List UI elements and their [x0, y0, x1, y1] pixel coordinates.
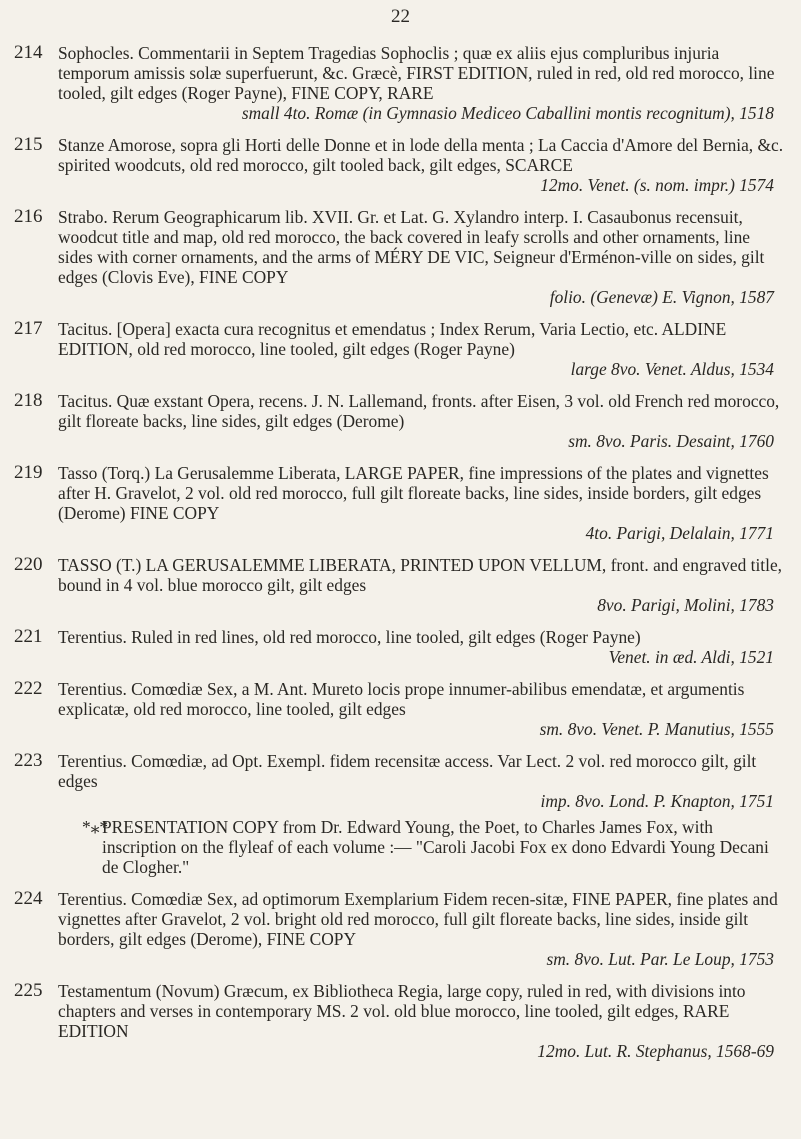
lot-number: 225 — [14, 980, 43, 1001]
entry-imprint: 12mo. Lut. R. Stephanus, 1568-69 — [537, 1041, 774, 1061]
catalogue-entry — [14, 751, 786, 811]
lot-number: 218 — [14, 390, 43, 411]
catalogue-entry — [14, 463, 786, 543]
lot-number: 219 — [14, 462, 43, 483]
entry-description: Tacitus. [Opera] exacta cura recognitus et emendatus ; Index Rerum, Varia Lectio, etc. ALDINE EDITION, old red morocco, line tooled, gilt edges (Roger Payne) — [58, 319, 727, 359]
entry-description: Testamentum (Novum) Græcum, ex Bibliotheca Regia, large copy, ruled in red, with divisions into chapters and verses in contemporary MS. 2 vol. old blue morocco, line tooled, gilt edges, RARE EDITION — [58, 981, 746, 1041]
entry-imprint: folio. (Genevæ) E. Vignon, 1587 — [549, 287, 774, 307]
entry-description: Strabo. Rerum Geographicarum lib. XVII. Gr. et Lat. G. Xylandro interp. I. Casaubonus recensuit, woodcut title and map, old red morocco, the back covered in leafy scrolls and other ornaments, line sides with corner ornaments, and the arms of MÉRY DE VIC, Seigneur d'Erménon-ville on sides, gilt edges (Clovis Eve), FINE COPY — [58, 207, 765, 287]
catalogue-entry — [14, 981, 786, 1061]
entry-imprint: sm. 8vo. Paris. Desaint, 1760 — [568, 431, 774, 451]
entry-imprint: 8vo. Parigi, Molini, 1783 — [597, 595, 774, 615]
lot-number: 220 — [14, 554, 43, 575]
entry-imprint: sm. 8vo. Lut. Par. Le Loup, 1753 — [546, 949, 774, 969]
entry-description: Terentius. Comœdiæ Sex, ad optimorum Exemplarium Fidem recen-sitæ, FINE PAPER, fine plates and vignettes after Gravelot, 2 vol. bright old red morocco, full gilt floreate backs, line sides, inside gilt borders, gilt edges (Derome), FINE COPY — [58, 889, 778, 949]
catalogue-entry — [14, 627, 786, 667]
catalogue-entry — [14, 319, 786, 379]
lot-number: 224 — [14, 888, 43, 909]
lot-number: 216 — [14, 206, 43, 227]
entry-imprint: imp. 8vo. Lond. P. Knapton, 1751 — [540, 791, 774, 811]
entry-imprint: 12mo. Venet. (s. nom. impr.) 1574 — [540, 175, 774, 195]
catalogue-entry — [14, 207, 786, 307]
lot-number: 214 — [14, 42, 43, 63]
catalogue-entry — [14, 679, 786, 739]
entry-description: TASSO (T.) LA GERUSALEMME LIBERATA, PRINTED UPON VELLUM, front. and engraved title, bound in 4 vol. blue morocco gilt, gilt edges — [58, 555, 783, 595]
catalogue-entry — [14, 555, 786, 615]
entry-description: Sophocles. Commentarii in Septem Tragedias Sophoclis ; quæ ex aliis ejus compluribus injuria temporum amissis solæ superfuerunt, &c. Græcè, FIRST EDITION, ruled in red, old red morocco, line tooled, gilt edges (Roger Payne), FINE COPY, RARE — [58, 43, 775, 103]
lot-number: 221 — [14, 626, 43, 647]
entry-description: Terentius. Comœdiæ Sex, a M. Ant. Mureto locis prope innumer-abilibus emendatæ, et argumentis explicatæ, old red morocco, line tooled, gilt edges — [58, 679, 745, 719]
presentation-note — [14, 817, 786, 877]
lot-number: 215 — [14, 134, 43, 155]
lot-number: 222 — [14, 678, 43, 699]
entry-description: Stanze Amorose, sopra gli Horti delle Donne et in lode della menta ; La Caccia d'Amore del Bernia, &c. spirited woodcuts, old red morocco, gilt tooled back, gilt edges, SCARCE — [58, 135, 784, 175]
entry-imprint: large 8vo. Venet. Aldus, 1534 — [570, 359, 774, 379]
catalogue-entry — [14, 889, 786, 969]
catalogue-entry — [14, 391, 786, 451]
entry-description: Tacitus. Quæ exstant Opera, recens. J. N. Lallemand, fronts. after Eisen, 3 vol. old French red morocco, gilt floreate backs, line sides, gilt edges (Derome) — [58, 391, 780, 431]
entry-imprint: Venet. in æd. Aldi, 1521 — [608, 647, 774, 667]
entry-imprint: sm. 8vo. Venet. P. Manutius, 1555 — [539, 719, 774, 739]
entry-description: Terentius. Comœdiæ, ad Opt. Exempl. fidem recensitæ access. Var Lect. 2 vol. red morocco gilt, gilt edges — [58, 751, 757, 791]
entry-imprint: 4to. Parigi, Delalain, 1771 — [585, 523, 774, 543]
asterism-mark: *⁎* — [82, 817, 109, 837]
entry-imprint: small 4to. Romæ (in Gymnasio Mediceo Caballini montis recognitum), 1518 — [241, 103, 774, 123]
lot-number: 217 — [14, 318, 43, 339]
catalogue-entries — [14, 43, 786, 1073]
lot-number: 223 — [14, 750, 43, 771]
note-text: PRESENTATION COPY from Dr. Edward Young, the Poet, to Charles James Fox, with inscription on the flyleaf of each volume :— "Caroli Jacobi Fox ex dono Edvardi Young Decani de Clogher." — [102, 817, 769, 877]
catalogue-entry — [14, 43, 786, 123]
catalogue-entry — [14, 135, 786, 195]
entry-description: Tasso (Torq.) La Gerusalemme Liberata, LARGE PAPER, fine impressions of the plates and vignettes after H. Gravelot, 2 vol. old red morocco, full gilt floreate backs, line sides, inside borders, gilt edges (Derome) FINE COPY — [58, 463, 769, 523]
entry-description: Terentius. Ruled in red lines, old red morocco, line tooled, gilt edges (Roger Payne) — [58, 627, 641, 647]
page-number: 22 — [391, 6, 410, 27]
